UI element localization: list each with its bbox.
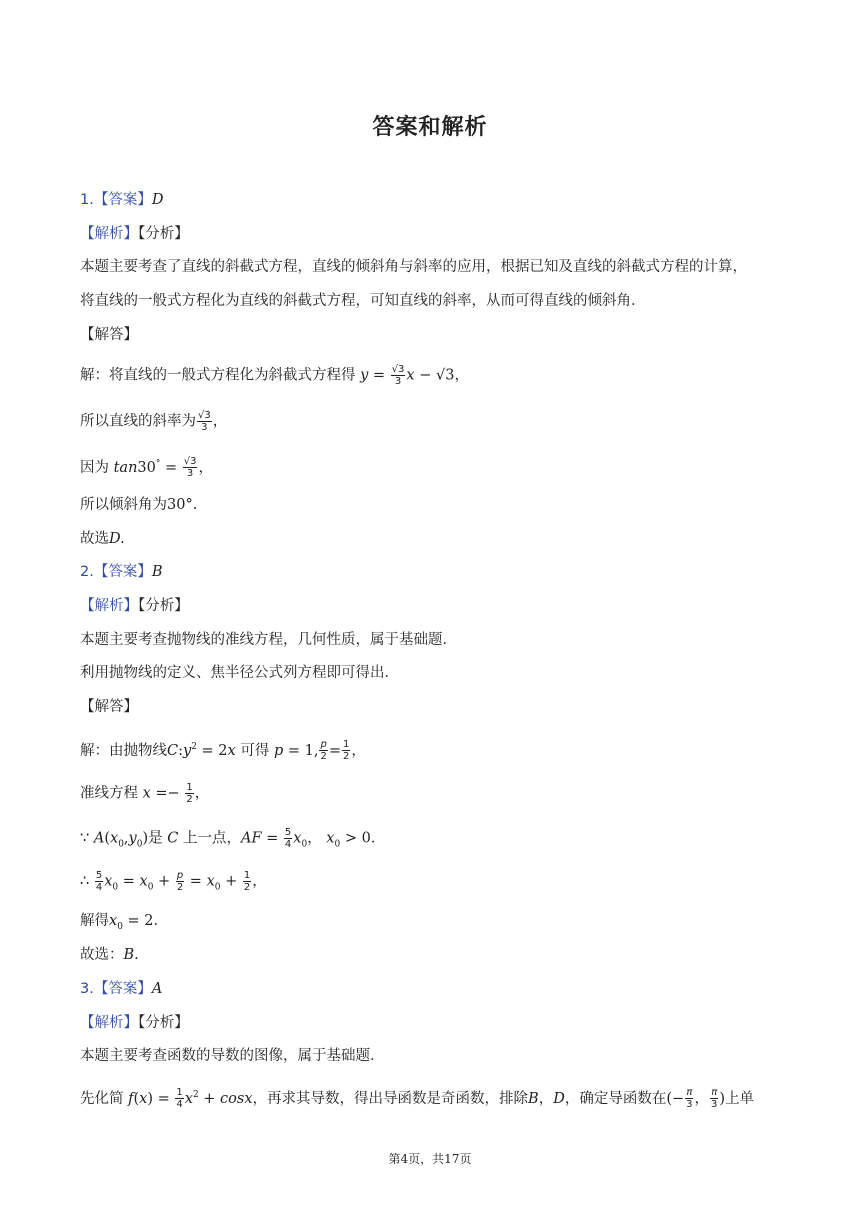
q2-answer-label: 2.【答案】	[80, 564, 152, 580]
q3-analysis-line-2: 先化简 f(x) = $\frac{1}{4}$ $x^2 + \cos x$，再求其导数，得出导函数是奇函数，排除B，D，确定导函数在(− $\frac{\pi}{3}$ ， $\frac{\pi}{3}$ )上单	[80, 1087, 755, 1111]
q2-analysis-line-1: 本题主要考查抛物线的准线方程，几何性质，属于基础题．	[80, 632, 457, 648]
q2-analysis-line-2: 利用抛物线的定义、焦半径公式列方程即可得出．	[80, 665, 399, 681]
q3-answer-label: 3.【答案】	[80, 981, 152, 997]
q1-fenxi-tag: 【分析】	[138, 226, 189, 242]
q1-analysis-line-1: 本题主要考查了直线的斜截式方程，直线的倾斜角与斜率的应用，根据已知及直线的斜截式方程的计算，	[80, 259, 747, 275]
q1-jiexi-tag: 【解析】	[80, 226, 138, 242]
q1-analysis-line-2: 将直线的一般式方程化为直线的斜截式方程，可知直线的斜率，从而可得直线的倾斜角．	[80, 293, 646, 309]
page-footer: 第4页，共17页	[388, 1152, 472, 1166]
q2-tags: 【解析】【分析】	[80, 598, 189, 614]
q1-answer-value: D	[151, 192, 164, 208]
q1-solution-step-1: 解：将直线的一般式方程化为斜截式方程得 y = $\frac{√3}{3}$ x − √3，	[80, 364, 469, 387]
q3-answer-value: A	[151, 981, 163, 997]
q1-answer-label: 1.【答案】	[80, 192, 152, 208]
q1-answer-line	[80, 190, 163, 210]
q2-solution-step-5: 解得$x_0 = 2$．	[80, 913, 169, 932]
q1-solution-step-5: 故选D.	[80, 531, 125, 547]
page-title: 答案和解析	[372, 115, 488, 140]
q2-solution-step-3: ∵ $A(x_0,y_0)$是 C 上一点，AF = $\frac{5}{4}$ $x_0$， $x_0 > 0$．	[80, 827, 386, 850]
q1-tags	[80, 224, 189, 244]
q1-solution-step-3: 因为 tan30° = $\frac{√3}{3}$ ，	[80, 456, 213, 480]
q3-tags: 【解析】【分析】	[80, 1015, 189, 1031]
q2-jieda-tag: 【解答】	[80, 699, 138, 715]
q2-answer-value: B	[151, 564, 163, 580]
q2-solution-step-2: 准线方程 x =− $\frac{1}{2}$ ，	[80, 782, 210, 805]
q1-solution-step-2: 所以直线的斜率为 $\frac{√3}{3}$ ，	[80, 410, 228, 433]
q1-jieda-tag: 【解答】	[80, 327, 138, 343]
q2-solution-step-1: 解：由抛物线$C:y^2 = 2x$ 可得 p = 1, $\frac{p}{2}$ = $\frac{1}{2}$ ，	[80, 739, 366, 763]
q2-solution-step-4: ∴ $\frac{5}{4}$ $x_0 = x_0$ + $\frac{p}{2}$ = $x_0$ + $\frac{1}{2}$ ，	[80, 870, 267, 893]
q3-answer-line	[80, 979, 162, 999]
q1-solution-step-4: 所以倾斜角为30°.	[80, 497, 198, 513]
q2-solution-step-6: 故选：B.	[80, 947, 139, 963]
q3-analysis-line-1: 本题主要考查函数的导数的图像，属于基础题．	[80, 1048, 385, 1064]
q2-answer-line	[80, 562, 163, 582]
